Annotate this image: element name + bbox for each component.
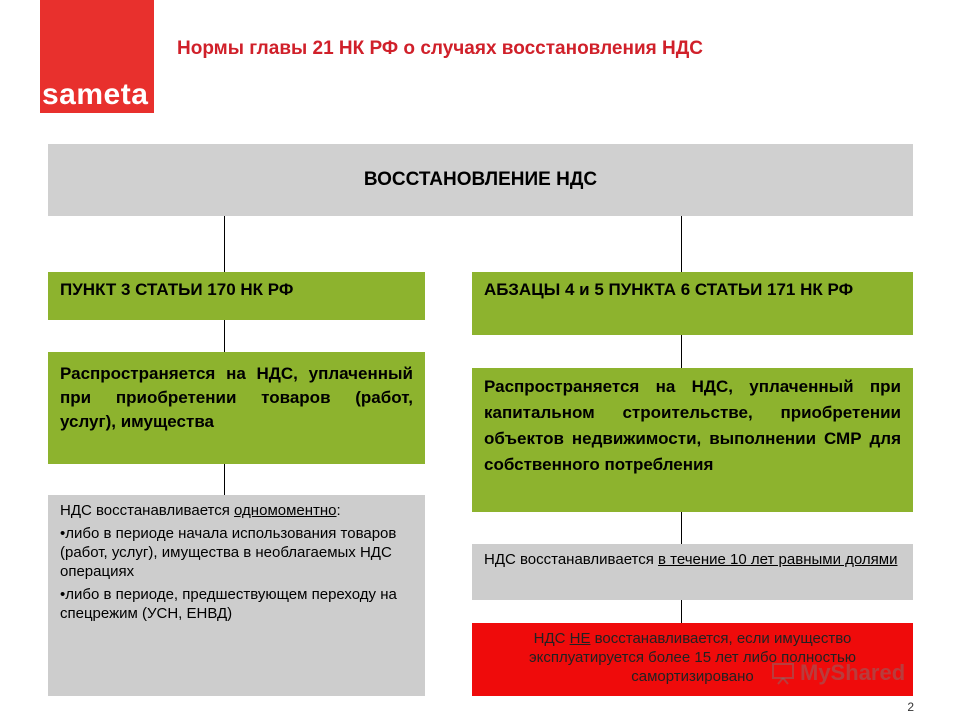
left-heading: ПУНКТ 3 СТАТЬИ 170 НК РФ: [60, 280, 294, 299]
connector-right-mid: [681, 335, 682, 368]
sameta-logo: [40, 0, 154, 113]
header-box: ВОССТАНОВЛЕНИЕ НДС: [48, 144, 913, 216]
right-not-underlined: НЕ: [569, 630, 591, 647]
left-restore-underlined: одномоментно: [234, 502, 337, 519]
left-bullet-2: •либо в периоде, предшествующем переходу на спецрежим (УСН, ЕНВД): [60, 586, 397, 622]
connector-right-top: [681, 216, 682, 272]
right-scope-box: [472, 368, 913, 512]
left-heading-box: [48, 272, 425, 320]
left-bullet-1: •либо в периоде начала использования товаров (работ, услуг), имущества в необлагаемых НДС операциях: [60, 525, 397, 580]
right-heading: АБЗАЦЫ 4 и 5 ПУНКТА 6 СТАТЬИ 171 НК РФ: [484, 280, 854, 299]
right-scope: Распространяется на НДС, уплаченный при капитальном строительстве, приобретении объектов недвижимости, выполнении СМР для собственного потребления: [484, 377, 901, 474]
left-restore-box: [48, 495, 425, 696]
connector-left-mid: [224, 320, 225, 352]
logo-text: sameta: [42, 78, 149, 111]
right-not-restore-box: НДС НЕ восстанавливается, если имущество эксплуатируется более 15 лет либо полностью самортизировано: [472, 623, 913, 696]
slide-title: Нормы главы 21 НК РФ о случаях восстановления НДС: [177, 38, 703, 59]
left-scope-box: [48, 352, 425, 464]
page-number: 2: [907, 700, 914, 714]
myshared-watermark: MyShared: [770, 660, 905, 686]
connector-left-top: [224, 216, 225, 272]
right-restore-box: НДС восстанавливается в течение 10 лет равными долями: [472, 544, 913, 600]
left-scope: Распространяется на НДС, уплаченный при приобретении товаров (работ, услуг), имущества: [60, 364, 413, 431]
right-heading-box: [472, 272, 913, 335]
connector-left-low: [224, 464, 225, 495]
presentation-icon: [770, 660, 796, 686]
right-restore-underlined: в течение 10 лет равными долями: [658, 551, 898, 568]
connector-right-bottom: [681, 600, 682, 623]
connector-right-low: [681, 512, 682, 544]
left-restore-line: НДС восстанавливается одномоментно:: [60, 502, 341, 519]
